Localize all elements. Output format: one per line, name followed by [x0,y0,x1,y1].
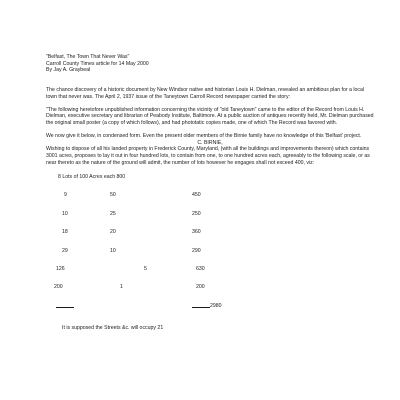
article-title: "Belfast, The Town That Never Was" [46,54,130,60]
lots-count-cell: 10 [62,210,68,217]
acres-each-cell: 1 [120,284,123,291]
table-row [46,211,374,229]
lots-total-value: 2980 [210,302,222,309]
acres-total-cell: 450 [192,192,201,199]
lots-count-cell: 29 [62,247,68,254]
paragraph-quote: "The following heretofore unpublished information concerning the vicinity of "old Taneytown" came to the editor of the Record from Louis H. Dielman, executive secretary and librarian of Peabody Institute, Baltimore. At a public auction of antiques recently held, Mr. Dielman purchased the original small poster (a copy of which follows), and had phototatic copies made, one of which The Record was favored with. [46,106,374,126]
lots-total-row [46,303,374,321]
lots-count-cell: 9 [64,192,67,199]
acres-each-cell: 50 [110,192,116,199]
acres-total-cell: 630 [196,266,205,273]
lots-header-line: 8 Lots of 100 Acres each 800 [58,174,126,181]
acres-each-cell: 20 [110,229,116,236]
paragraph-intro: The chance discovery of a historic document by New Windsor native and historian Louis H. Dielman, revealed an ambitious plan for a local town that never was. The April 2, 1937 issue of the Taneytown Carroll Record newspaper carried the story: [46,86,365,100]
lots-table-header-row [46,174,374,192]
article-byline: By Jay A. Graybeal [46,67,91,74]
lots-count-cell: 126 [56,266,65,273]
acres-total-cell: 290 [192,247,201,254]
lots-table [46,174,374,321]
paragraph-proposal: Wishing to dispose of all his landed property in Frederick County, Maryland, (with all the buildings and improvements thereon) which contains 3001 acres, proposes to lay it out in four hundred lots, to contain from one, to one hundred acres each, agreeably to the following scale, or as near thereto as the nature of the ground will admit, the number of lots however he engages shall not exceed 400, viz: [46,146,370,166]
table-row [46,284,374,302]
table-row [46,229,374,247]
table-row [46,266,374,284]
acres-total-cell: 360 [192,229,201,236]
lots-count-cell: 18 [62,229,68,236]
streets-line: It is supposed the Streets &c. will occupy 21 [62,325,164,332]
signature-birnie: C. BIRNIE, [197,139,223,146]
paragraph-condensed: We now give it below, in condensed form. Even the present older members of the Birnie family have no knowledge of this 'Belfast' project. [46,133,362,140]
table-row [46,248,374,266]
sum-rule-right [192,307,210,308]
sum-rule-left [56,307,74,308]
acres-total-cell: 250 [192,210,201,217]
acres-total-cell: 200 [196,284,205,291]
acres-each-cell: 25 [110,210,116,217]
article-subtitle: Carroll County Times article for 14 May 2000 [46,60,149,67]
lots-count-cell: 200 [54,284,63,291]
acres-each-cell: 5 [144,266,147,273]
acres-each-cell: 10 [110,247,116,254]
table-row [46,192,374,210]
